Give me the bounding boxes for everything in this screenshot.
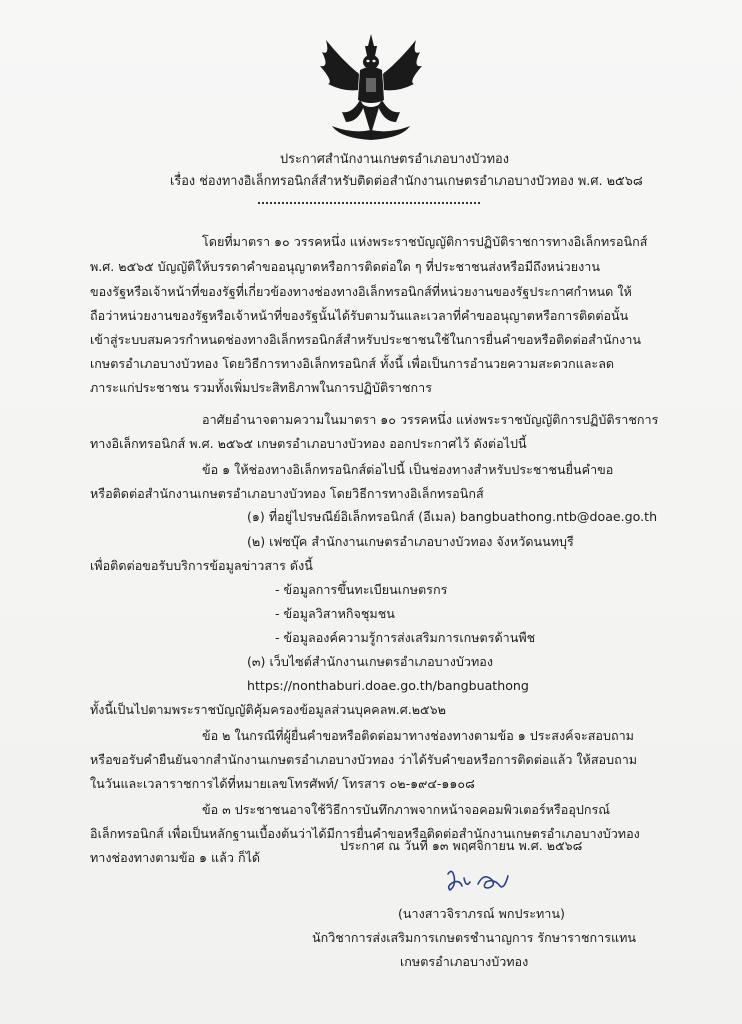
channel-email: (๑) ที่อยู่ไปรษณีย์อิเล็กทรอนิกส์ (อีเมล) bangbuathong.ntb@doae.go.th: [247, 509, 658, 524]
para2-line: ทางอิเล็กทรอนิกส์ พ.ศ. ๒๕๖๕ เกษตรอำเภอบางบัวทอง ออกประกาศไว้ ดังต่อไปนี้: [90, 436, 527, 451]
clause3-line: อิเล็กทรอนิกส์ เพื่อเป็นหลักฐานเบื้องต้นว่าได้มีการยื่นคำขอหรือติดต่อสำนักงานเกษตรอำเภอบางบัวทอง: [90, 826, 640, 841]
announcement-title: ประกาศสำนักงานเกษตรอำเภอบางบัวทอง: [280, 152, 509, 167]
clause2-line: ข้อ ๒ ในกรณีที่ผู้ยื่นคำขอหรือติดต่อมาทางช่องทางตามข้อ ๑ ประสงค์จะสอบถาม: [202, 728, 634, 743]
para1-line: เกษตรอำเภอบางบัวทอง โดยวิธีการทางอิเล็กทรอนิกส์ ทั้งนี้ เพื่อเป็นการอำนวยความสะดวกและลด: [90, 356, 615, 371]
para1-line: ของรัฐหรือเจ้าหน้าที่ของรัฐที่เกี่ยวข้องทางช่องทางอิเล็กทรอนิกส์ที่หน่วยงานของรัฐประกาศกำหนด ให้: [90, 284, 632, 299]
clause1-line: หรือติดต่อสำนักงานเกษตรอำเภอบางบัวทอง โดยวิธีการทางอิเล็กทรอนิกส์: [90, 486, 484, 501]
signer-position: นักวิชาการส่งเสริมการเกษตรชำนาญการ รักษาราชการแทน: [312, 930, 637, 945]
channel-website: (๓) เว็บไซต์สำนักงานเกษตรอำเภอบางบัวทอง: [247, 654, 493, 669]
para1-line: พ.ศ. ๒๕๖๕ บัญญัติให้บรรดาคำขออนุญาตหรือการติดต่อใด ๆ ที่ประชาชนส่งหรือมีถึงหน่วยงาน: [90, 259, 600, 274]
channel-facebook-purpose: เพื่อติดต่อขอรับบริการข้อมูลข่าวสาร ดังนี้: [90, 558, 313, 573]
handwritten-signature-icon: [442, 864, 522, 898]
website-url: https://nonthaburi.doae.go.th/bangbuathong: [247, 678, 529, 693]
title-divider: [258, 200, 480, 204]
para1-line: ภาระแก่ประชาชน รวมทั้งเพิ่มประสิทธิภาพในการปฏิบัติราชการ: [90, 380, 432, 395]
garuda-emblem-icon: [312, 30, 430, 142]
info-item: - ข้อมูลการขึ้นทะเบียนเกษตรกร: [275, 582, 448, 597]
clause3-line: ข้อ ๓ ประชาชนอาจใช้วิธีการบันทึกภาพจากหน้าจอคอมพิวเตอร์หรืออุปกรณ์: [202, 802, 610, 817]
info-item: - ข้อมูลวิสาหกิจชุมชน: [275, 606, 395, 621]
signer-name: (นางสาวจิราภรณ์ พกประทาน): [398, 906, 565, 921]
clause2-line: ในวันและเวลาราชการได้ที่หมายเลขโทรศัพท์/ โทรสาร ๐๒-๑๙๔-๑๑๐๘: [90, 776, 475, 791]
announcement-subject: เรื่อง ช่องทางอิเล็กทรอนิกส์สำหรับติดต่อสำนักงานเกษตรอำเภอบางบัวทอง พ.ศ. ๒๕๖๘: [170, 174, 643, 189]
para1-line: ถือว่าหน่วยงานของรัฐหรือเจ้าหน้าที่ของรัฐนั้นได้รับตามวันและเวลาที่คำขออนุญาตหรือการติดต่อนั้น: [90, 308, 629, 323]
channel-facebook: (๒) เฟซบุ๊ค สำนักงานเกษตรอำเภอบางบัวทอง จังหวัดนนทบุรี: [247, 534, 574, 549]
para1-line: โดยที่มาตรา ๑๐ วรรคหนึ่ง แห่งพระราชบัญญัติการปฏิบัติราชการทางอิเล็กทรอนิกส์: [202, 234, 648, 249]
pdpa-note: ทั้งนี้เป็นไปตามพระราชบัญญัติคุ้มครองข้อมูลส่วนบุคคลพ.ศ.๒๕๖๒: [90, 702, 446, 717]
para2-line: อาศัยอำนาจตามความในมาตรา ๑๐ วรรคหนึ่ง แห่งพระราชบัญญัติการปฏิบัติราชการ: [202, 412, 659, 427]
clause1-line: ข้อ ๑ ให้ช่องทางอิเล็กทรอนิกส์ต่อไปนี้ เป็นช่องทางสำหรับประชาชนยื่นคำขอ: [202, 462, 614, 477]
para1-line: เข้าสู่ระบบสมควรกำหนดช่องทางอิเล็กทรอนิกส์สำหรับประชาชนใช้ในการยื่นคำขอหรือติดต่อสำนักงาน: [90, 332, 642, 347]
signer-office: เกษตรอำเภอบางบัวทอง: [400, 954, 529, 969]
clause2-line: หรือขอรับคำยืนยันจากสำนักงานเกษตรอำเภอบางบัวทอง ว่าได้รับคำขอหรือการติดต่อแล้ว ให้สอบถาม: [90, 752, 638, 767]
clause3-line: ทางช่องทางตามข้อ ๑ แล้ว ก็ได้: [90, 850, 261, 865]
announcement-date: ประกาศ ณ วันที่ ๑๓ พฤศจิกายน พ.ศ. ๒๕๖๘: [340, 838, 583, 853]
info-item: - ข้อมูลองค์ความรู้การส่งเสริมการเกษตรด้านพืช: [275, 630, 536, 645]
